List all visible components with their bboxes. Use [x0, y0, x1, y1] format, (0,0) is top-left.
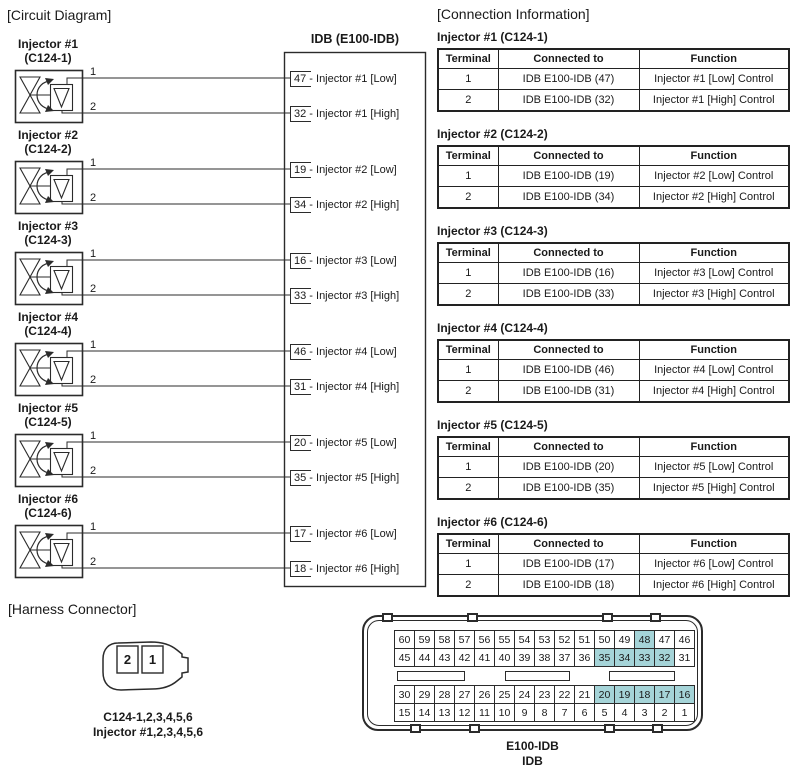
connection-tables [437, 30, 789, 597]
connector-tab [602, 613, 613, 622]
pin-cell: 9 [515, 704, 535, 722]
connection-table-4 [437, 339, 790, 403]
terminal-2-label: 2 [90, 465, 97, 477]
table-cell: IDB E100-IDB (46) [498, 360, 639, 381]
pin-cell: 53 [535, 631, 555, 649]
harness-connector-outline [103, 642, 188, 690]
pin-cell: 40 [495, 649, 515, 667]
pin-label: 33 - Injector #3 [High] [294, 290, 400, 302]
pin-cell: 42 [455, 649, 475, 667]
connection-information-column [437, 6, 789, 597]
harness-connector-heading: [Harness Connector] [8, 601, 137, 617]
connector-tab [650, 613, 661, 622]
connector-tab [382, 613, 393, 622]
terminal-1-wire [67, 351, 290, 358]
pin-cell: 31 [675, 649, 695, 667]
nozzle-triangle-icon [54, 544, 69, 563]
pin-label: 19 - Injector #2 [Low] [294, 164, 397, 176]
pin-cell: 38 [535, 649, 555, 667]
table-header-row [438, 146, 789, 166]
table-cell: IDB E100-IDB (33) [498, 284, 639, 306]
injector-5-group [16, 401, 400, 487]
pin-grid-row [395, 704, 695, 722]
table-header-row [438, 243, 789, 263]
connection-table-1 [437, 48, 790, 112]
table-cell: IDB E100-IDB (18) [498, 575, 639, 597]
injector-3-group [16, 219, 400, 305]
pin-cell: 55 [495, 631, 515, 649]
table-header-cell: Terminal [438, 340, 498, 360]
connection-table-title: Injector #1 (C124-1) [437, 30, 548, 44]
connection-table-title: Injector #3 (C124-3) [437, 224, 548, 238]
table-cell: 1 [438, 457, 498, 478]
table-header-cell: Terminal [438, 243, 498, 263]
terminal-1-wire [67, 442, 290, 449]
injector-5-name: Injector #5 [17, 401, 79, 415]
pin-cell: 59 [415, 631, 435, 649]
connector-tab [410, 724, 421, 733]
pin-cell: 5 [595, 704, 615, 722]
pin-label: 34 - Injector #2 [High] [294, 199, 400, 211]
table-header-row [438, 340, 789, 360]
table-header-row [438, 534, 789, 554]
pin-cell: 43 [435, 649, 455, 667]
pin-label: 20 - Injector #5 [Low] [294, 437, 397, 449]
table-cell: IDB E100-IDB (47) [498, 69, 639, 90]
idb-connector-caption-line1: E100-IDB [506, 739, 559, 753]
table-header-cell: Connected to [498, 340, 639, 360]
terminal-2-label: 2 [90, 374, 97, 386]
injector-1-group [16, 37, 400, 123]
harness-connector-caption [48, 710, 248, 740]
pin-cell: 18 [635, 686, 655, 704]
table-header-cell: Function [639, 243, 789, 263]
table-row [438, 554, 789, 575]
pin-cell: 41 [475, 649, 495, 667]
pin-cell: 20 [595, 686, 615, 704]
terminal-1-wire [67, 169, 290, 176]
injector-3-code: (C124-3) [24, 233, 72, 247]
pin-grid-row [395, 686, 695, 704]
pin-label: 18 - Injector #6 [High] [294, 563, 400, 575]
pin-cell: 13 [435, 704, 455, 722]
terminal-2-label: 2 [90, 283, 97, 295]
terminal-1-label: 1 [90, 157, 97, 169]
nozzle-triangle-icon [54, 271, 69, 290]
pin-cell: 15 [395, 704, 415, 722]
pin-cell: 8 [535, 704, 555, 722]
table-header-row [438, 437, 789, 457]
circuit-diagram [0, 0, 440, 600]
idb-box [285, 53, 426, 587]
connector-tab [604, 724, 615, 733]
table-cell: 2 [438, 187, 498, 209]
terminal-2-wire [62, 111, 290, 114]
table-header-cell: Connected to [498, 534, 639, 554]
idb-connector-caption [362, 739, 703, 769]
pin-cell: 1 [675, 704, 695, 722]
pin-label: 47 - Injector #1 [Low] [294, 73, 397, 85]
pin-label: 46 - Injector #4 [Low] [294, 346, 397, 358]
terminal-2-wire [62, 475, 290, 478]
terminal-1-wire [67, 533, 290, 540]
connection-table-title: Injector #5 (C124-5) [437, 418, 548, 432]
injector-2-code: (C124-2) [24, 142, 72, 156]
nozzle-triangle-icon [54, 89, 69, 108]
pin-cell: 19 [615, 686, 635, 704]
terminal-2-label: 2 [90, 101, 97, 113]
pin-cell: 21 [575, 686, 595, 704]
injector-4-group [16, 310, 400, 396]
pin-cell: 12 [455, 704, 475, 722]
table-cell: IDB E100-IDB (16) [498, 263, 639, 284]
connection-information-heading: [Connection Information] [437, 6, 590, 22]
pin-cell: 10 [495, 704, 515, 722]
terminal-2-wire [62, 202, 290, 205]
table-header-cell: Connected to [498, 437, 639, 457]
connection-table-title: Injector #4 (C124-4) [437, 321, 548, 335]
connection-table-group-1 [437, 30, 789, 112]
injector-1-code: (C124-1) [24, 51, 72, 65]
table-cell: 1 [438, 166, 498, 187]
table-cell: Injector #4 [Low] Control [639, 360, 789, 381]
circuit-diagram-heading: [Circuit Diagram] [7, 7, 112, 23]
table-cell: Injector #1 [High] Control [639, 90, 789, 112]
table-header-cell: Terminal [438, 437, 498, 457]
pin-cell: 34 [615, 649, 635, 667]
injector-6-name: Injector #6 [17, 492, 79, 506]
connection-table-group-5 [437, 418, 789, 500]
table-cell: IDB E100-IDB (20) [498, 457, 639, 478]
pin-cell: 33 [635, 649, 655, 667]
pin-grid-row [395, 649, 695, 667]
table-cell: 2 [438, 381, 498, 403]
injector-4-code: (C124-4) [24, 324, 72, 338]
connector-tab [469, 724, 480, 733]
table-cell: IDB E100-IDB (32) [498, 90, 639, 112]
pin-cell: 58 [435, 631, 455, 649]
injector-6-group [16, 492, 400, 578]
terminal-2-wire [62, 293, 290, 296]
table-header-cell: Connected to [498, 243, 639, 263]
pin-cell: 46 [675, 631, 695, 649]
pin-cell: 45 [395, 649, 415, 667]
pin-cell: 54 [515, 631, 535, 649]
pin-cell: 60 [395, 631, 415, 649]
table-row [438, 187, 789, 209]
pin-cell: 23 [535, 686, 555, 704]
nozzle-triangle-icon [54, 180, 69, 199]
pin-grid [394, 685, 695, 722]
idb-box-title: IDB (E100-IDB) [310, 32, 400, 46]
connector-tab [467, 613, 478, 622]
terminal-1-wire [67, 78, 290, 85]
connection-table-group-4 [437, 321, 789, 403]
terminal-1-wire [67, 260, 290, 267]
table-header-cell: Terminal [438, 146, 498, 166]
pin-cell: 22 [555, 686, 575, 704]
table-cell: 2 [438, 575, 498, 597]
connection-table-group-2 [437, 127, 789, 209]
table-cell: Injector #1 [Low] Control [639, 69, 789, 90]
connector-slot [609, 671, 675, 681]
injector-6-code: (C124-6) [24, 506, 72, 520]
injector-2-group [16, 128, 400, 214]
table-row [438, 69, 789, 90]
table-header-cell: Function [639, 534, 789, 554]
connector-tab [652, 724, 663, 733]
cavity-2-label: 2 [123, 652, 132, 667]
idb-connector-caption-line2: IDB [522, 754, 543, 768]
table-cell: Injector #5 [Low] Control [639, 457, 789, 478]
connection-table-group-6 [437, 515, 789, 597]
table-cell: Injector #3 [Low] Control [639, 263, 789, 284]
pin-cell: 52 [555, 631, 575, 649]
table-header-cell: Function [639, 146, 789, 166]
pin-cell: 26 [475, 686, 495, 704]
pin-cell: 36 [575, 649, 595, 667]
pin-cell: 14 [415, 704, 435, 722]
table-cell: IDB E100-IDB (19) [498, 166, 639, 187]
connector-slot [397, 671, 465, 681]
table-cell: Injector #2 [Low] Control [639, 166, 789, 187]
table-row [438, 457, 789, 478]
table-cell: IDB E100-IDB (35) [498, 478, 639, 500]
table-cell: Injector #2 [High] Control [639, 187, 789, 209]
pin-cell: 27 [455, 686, 475, 704]
table-row [438, 381, 789, 403]
terminal-2-wire [62, 566, 290, 569]
pin-cell: 57 [455, 631, 475, 649]
pin-label: 35 - Injector #5 [High] [294, 472, 400, 484]
pin-cell: 17 [655, 686, 675, 704]
nozzle-triangle-icon [54, 453, 69, 472]
table-cell: Injector #5 [High] Control [639, 478, 789, 500]
pin-cell: 2 [655, 704, 675, 722]
terminal-1-label: 1 [90, 430, 97, 442]
table-cell: Injector #6 [Low] Control [639, 554, 789, 575]
pin-cell: 4 [615, 704, 635, 722]
table-header-cell: Function [639, 340, 789, 360]
terminal-1-label: 1 [90, 66, 97, 78]
table-cell: 1 [438, 554, 498, 575]
pin-grid-row [395, 631, 695, 649]
pin-label: 16 - Injector #3 [Low] [294, 255, 397, 267]
terminal-2-wire [62, 384, 290, 387]
idb-connector-pinout [362, 615, 703, 731]
table-header-cell: Terminal [438, 49, 498, 69]
injector-1-name: Injector #1 [17, 37, 79, 51]
connection-table-5 [437, 436, 790, 500]
table-header-cell: Function [639, 49, 789, 69]
pin-label: 17 - Injector #6 [Low] [294, 528, 397, 540]
table-row [438, 360, 789, 381]
pin-label: 31 - Injector #4 [High] [294, 381, 400, 393]
pin-cell: 28 [435, 686, 455, 704]
pin-cell: 47 [655, 631, 675, 649]
table-cell: 1 [438, 69, 498, 90]
terminal-1-label: 1 [90, 248, 97, 260]
pin-cell: 29 [415, 686, 435, 704]
pin-cell: 25 [495, 686, 515, 704]
terminal-2-label: 2 [90, 192, 97, 204]
nozzle-triangle-icon [54, 362, 69, 381]
cavity-1-label: 1 [148, 652, 157, 667]
pin-grid [394, 630, 695, 667]
table-cell: 1 [438, 360, 498, 381]
terminal-2-label: 2 [90, 556, 97, 568]
table-row [438, 166, 789, 187]
pin-cell: 32 [655, 649, 675, 667]
injector-5-code: (C124-5) [24, 415, 72, 429]
table-cell: IDB E100-IDB (17) [498, 554, 639, 575]
pin-cell: 49 [615, 631, 635, 649]
connection-table-title: Injector #6 (C124-6) [437, 515, 548, 529]
pin-cell: 51 [575, 631, 595, 649]
connection-table-group-3 [437, 224, 789, 306]
table-header-cell: Connected to [498, 146, 639, 166]
table-row [438, 263, 789, 284]
terminal-1-label: 1 [90, 521, 97, 533]
table-row [438, 575, 789, 597]
table-cell: 2 [438, 284, 498, 306]
terminal-1-label: 1 [90, 339, 97, 351]
table-row [438, 90, 789, 112]
pin-cell: 7 [555, 704, 575, 722]
pin-cell: 3 [635, 704, 655, 722]
harness-caption-line2: Injector #1,2,3,4,5,6 [92, 725, 204, 739]
table-cell: 2 [438, 478, 498, 500]
pin-cell: 56 [475, 631, 495, 649]
connection-table-3 [437, 242, 790, 306]
table-cell: Injector #6 [High] Control [639, 575, 789, 597]
pin-cell: 11 [475, 704, 495, 722]
pin-cell: 48 [635, 631, 655, 649]
table-header-cell: Connected to [498, 49, 639, 69]
pin-cell: 6 [575, 704, 595, 722]
table-row [438, 478, 789, 500]
connector-slot [505, 671, 570, 681]
pin-cell: 37 [555, 649, 575, 667]
table-cell: Injector #4 [High] Control [639, 381, 789, 403]
connection-table-6 [437, 533, 790, 597]
pin-cell: 24 [515, 686, 535, 704]
connection-table-2 [437, 145, 790, 209]
pin-label: 32 - Injector #1 [High] [294, 108, 400, 120]
table-cell: 1 [438, 263, 498, 284]
table-header-cell: Terminal [438, 534, 498, 554]
injector-4-name: Injector #4 [17, 310, 79, 324]
table-row [438, 284, 789, 306]
connection-table-title: Injector #2 (C124-2) [437, 127, 548, 141]
table-header-cell: Function [639, 437, 789, 457]
table-cell: 2 [438, 90, 498, 112]
pin-cell: 16 [675, 686, 695, 704]
table-header-row [438, 49, 789, 69]
table-cell: IDB E100-IDB (31) [498, 381, 639, 403]
table-cell: IDB E100-IDB (34) [498, 187, 639, 209]
injector-3-name: Injector #3 [17, 219, 79, 233]
injector-2-name: Injector #2 [17, 128, 79, 142]
table-cell: Injector #3 [High] Control [639, 284, 789, 306]
pin-cell: 30 [395, 686, 415, 704]
harness-connector-graphic [101, 641, 195, 694]
pin-cell: 39 [515, 649, 535, 667]
pin-cell: 35 [595, 649, 615, 667]
pin-cell: 44 [415, 649, 435, 667]
harness-caption-line1: C124-1,2,3,4,5,6 [103, 710, 193, 724]
pin-cell: 50 [595, 631, 615, 649]
